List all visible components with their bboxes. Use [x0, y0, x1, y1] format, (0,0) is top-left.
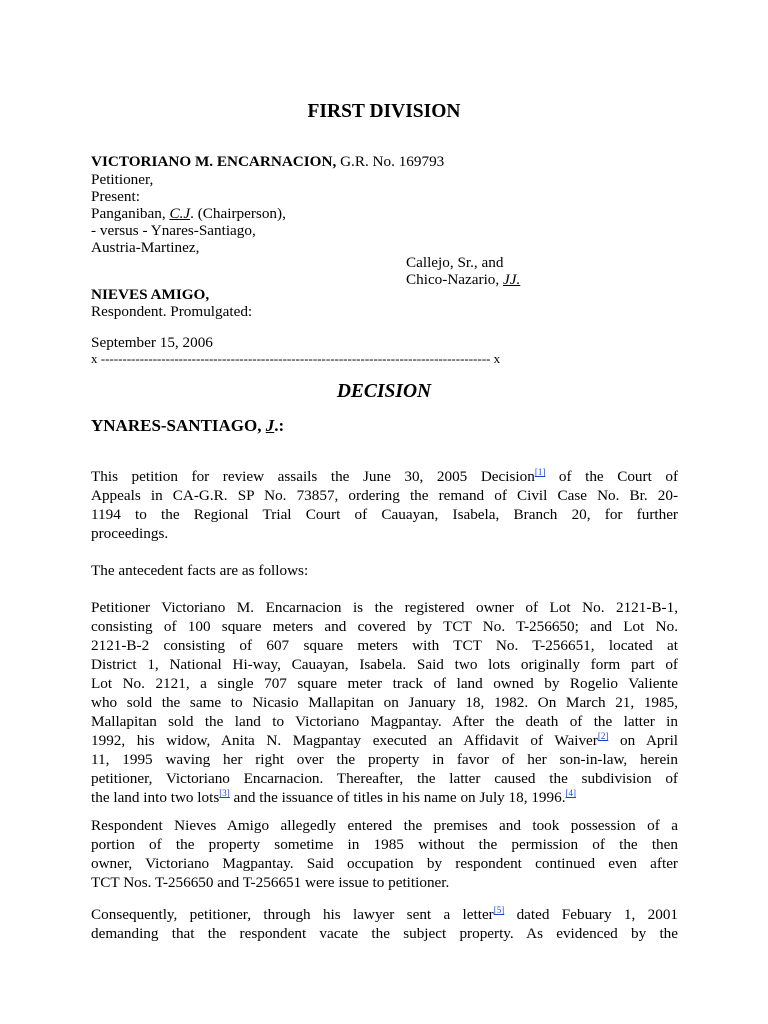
- paragraph-line: [91, 788, 678, 807]
- paragraph-line: owner, Victoriano Magpantay. Said occupation by respondent continued even after: [91, 855, 678, 872]
- paragraph-line: Lot No. 2121, a single 707 square meter track of land owned by Rogelio Valiente: [91, 675, 678, 692]
- paragraph-2: [91, 561, 678, 580]
- paragraph-line: proceedings.: [91, 525, 169, 542]
- chico-jj: JJ.: [503, 271, 521, 288]
- respondent-role: Respondent. Promulgated:: [91, 303, 253, 320]
- text-span: and the issuance of titles in his name on July 18, 1996.: [229, 789, 566, 806]
- panganiban-cj: C.J: [169, 205, 191, 222]
- paragraph-line: TCT Nos. T-256650 and T-256651 were issue to petitioner.: [91, 874, 450, 891]
- ponente-suffix: .:: [274, 416, 285, 435]
- paragraph-line: District 1, National Hi-way, Cauayan, Isabela. Said two lots originally form part of: [91, 656, 678, 673]
- text-span: dated Febuary 1, 2001: [504, 906, 679, 923]
- paragraph-line: Petitioner Victoriano M. Encarnacion is the registered owner of Lot No. 2121-B-1,: [91, 599, 678, 616]
- paragraph-line: [91, 467, 678, 486]
- present-label: Present:: [91, 188, 140, 205]
- text-span: This petition for review assails the June 30, 2005 Decision: [91, 468, 535, 485]
- paragraph-line: demanding that the respondent vacate the subject property. As evidenced by the: [91, 925, 678, 942]
- panganiban-chair: . (Chairperson),: [190, 205, 286, 222]
- justice-panganiban: [91, 205, 286, 223]
- paragraph-line: [91, 905, 678, 924]
- text-span: on April: [619, 732, 679, 749]
- justice-chico: [406, 271, 520, 289]
- paragraph-1: [91, 467, 678, 543]
- ponente: [91, 415, 284, 437]
- justice-callejo: Callejo, Sr., and: [406, 254, 504, 271]
- paragraph-5: [91, 905, 678, 943]
- promulgated-date: September 15, 2006: [91, 334, 213, 351]
- paragraph-line: 1194 to the Regional Trial Court of Cauayan, Isabela, Branch 20, for further: [91, 506, 678, 523]
- paragraph-line: portion of the property sometime in 1985 without the permission of the then: [91, 836, 678, 853]
- paragraph-line: 2121-B-2 consisting of 607 square meters with TCT No. T-256651, located at: [91, 637, 678, 654]
- paragraph-line: Mallapitan sold the land to Victoriano Magpantay. After the death of the latter in: [91, 713, 678, 730]
- footnote-link-1[interactable]: [1]: [534, 466, 546, 477]
- paragraph-line: Respondent Nieves Amigo allegedly entered the premises and took possession of a: [91, 817, 678, 834]
- paragraph-line: consisting of 100 square meters and covered by TCT No. T-256650; and Lot No.: [91, 618, 678, 635]
- decision-heading: DECISION: [336, 381, 432, 402]
- text-span: the land into two lots: [91, 789, 220, 806]
- footnote-link-2[interactable]: [2]: [597, 730, 609, 741]
- paragraph-line: who sold the same to Nicasio Mallapitan on January 18, 1982. On March 21, 1985,: [91, 694, 678, 711]
- text-span: Consequently, petitioner, through his lawyer sent a letter: [91, 906, 494, 923]
- ponente-j: J: [265, 416, 275, 435]
- petitioner-name: VICTORIANO M. ENCARNACION,: [91, 153, 337, 170]
- chico-name: Chico-Nazario,: [406, 271, 503, 288]
- gr-number: G.R. No. 169793: [340, 153, 445, 170]
- paragraph-line: [91, 731, 678, 750]
- paragraph-line: The antecedent facts are as follows:: [91, 562, 309, 579]
- paragraph-line: 11, 1995 waving her right over the property in favor of her son-in-law, herein: [91, 751, 678, 768]
- footnote-link-5[interactable]: [5]: [493, 904, 505, 915]
- paragraph-3: [91, 598, 678, 807]
- text-span: 1992, his widow, Anita N. Magpantay executed an Affidavit of Waiver: [91, 732, 598, 749]
- division-heading: FIRST DIVISION: [307, 101, 461, 122]
- footnote-link-3[interactable]: [3]: [219, 787, 230, 798]
- text-span: of the Court of: [558, 468, 679, 485]
- caption-petitioner-line: [91, 153, 444, 171]
- respondent-name: NIEVES AMIGO,: [91, 286, 210, 303]
- panganiban-name: Panganiban,: [91, 205, 170, 222]
- versus-line: - versus - Ynares-Santiago,: [91, 222, 256, 239]
- separator-line: x ------------------------------------------------------------------------------------------ x: [91, 351, 501, 366]
- ponente-name: YNARES-SANTIAGO,: [91, 416, 266, 435]
- footnote-link-4[interactable]: [4]: [565, 787, 577, 798]
- paragraph-line: petitioner, Victoriano Encarnacion. Thereafter, the latter caused the subdivision of: [91, 770, 678, 787]
- petitioner-role: Petitioner,: [91, 171, 154, 188]
- paragraph-4: [91, 816, 678, 892]
- justice-austria: Austria-Martinez,: [91, 239, 200, 256]
- paragraph-line: Appeals in CA-G.R. SP No. 73857, ordering the remand of Civil Case No. Br. 20-: [91, 487, 678, 504]
